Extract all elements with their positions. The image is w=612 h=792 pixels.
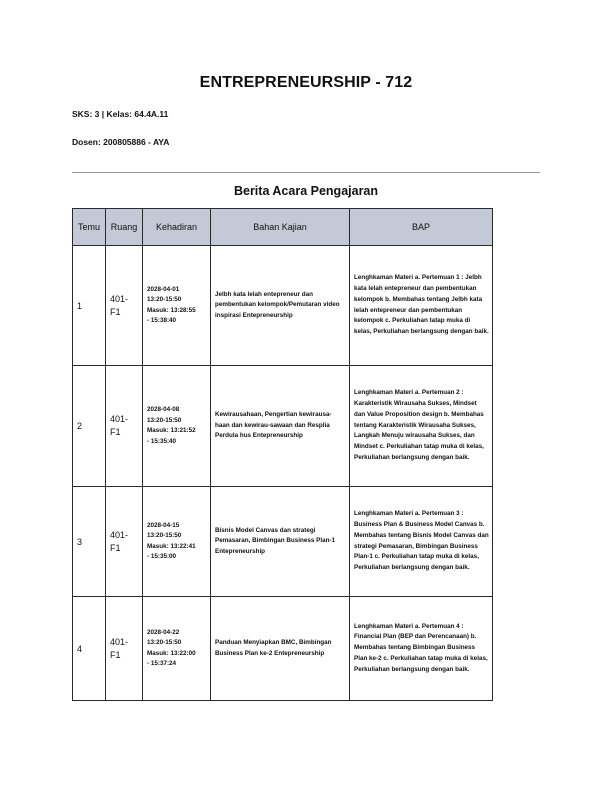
cell-kehadiran: 2028-04-22 13:20-15:50 Masuk: 13:22:00 - 15:37:24 [143, 597, 211, 701]
document-title: ENTREPRENEURSHIP - 712 [199, 74, 413, 91]
cell-temu: 4 [73, 597, 106, 701]
header-bahan-kajian: Bahan Kajian [211, 209, 350, 246]
cell-bahan-kajian: Bisnis Model Canvas dan strategi Pemasaran, Bimbingan Business Plan-1 Entepreneurship [211, 487, 350, 597]
lecturer-info: Dosen: 200805886 - AYA [72, 137, 170, 147]
cell-temu: 1 [73, 246, 106, 366]
cell-kehadiran: 2028-04-01 13:20-15:50 Masuk: 13:28:55 - 15:38:40 [143, 246, 211, 366]
header-temu: Temu [73, 209, 106, 246]
cell-kehadiran: 2028-04-08 13:20-15:50 Masuk: 13:21:52 - 15:35:40 [143, 366, 211, 487]
cell-bahan-kajian: Jelbh kata lelah entepreneur dan pembentukan kelompok/Pemutaran video inspirasi Entepreneurship [211, 246, 350, 366]
cell-bap: Lenghkaman Materi a. Pertemuan 1 : Jelbh kata lelah entepreneur dan pembentukan kelompok b. Membahas tentang Jelbh kata lelah entepreneur dan pembentukan kelompok c. Perkuliahan tatap muka di kelas, Perkuliahan berlangsung dengan baik. [350, 246, 493, 366]
section-title: Berita Acara Pengajaran [233, 184, 379, 198]
cell-bap: Lenghkaman Materi a. Pertemuan 2 : Karakteristik Wirausaha Sukses, Mindset dan Value Proposition design b. Membahas tentang Karakteristik Wirausaha Sukses, Langkah Menuju wirausaha Sukses, dan Mindset c. Perkuliahan tatap muka di kelas, Perkuliahan berlangsung dengan baik. [350, 366, 493, 487]
table-row [73, 246, 493, 366]
header-kehadiran: Kehadiran [143, 209, 211, 246]
cell-kehadiran: 2028-04-15 13:20-15:50 Masuk: 13:22:41 - 15:35:00 [143, 487, 211, 597]
cell-ruang: 401- F1 [106, 487, 143, 597]
cell-bahan-kajian: Kewirausahaan, Pengertian kewirausa-haan dan kewirau-sawaan dan Resplia Perdula hus Entepreneurship [211, 366, 350, 487]
cell-temu: 2 [73, 366, 106, 487]
header-ruang: Ruang [106, 209, 143, 246]
cell-ruang: 401- F1 [106, 597, 143, 701]
table-header-row [73, 209, 493, 246]
teaching-record-table [72, 208, 493, 701]
table-row [73, 487, 493, 597]
cell-ruang: 401- F1 [106, 246, 143, 366]
table-row [73, 366, 493, 487]
cell-bahan-kajian: Panduan Menyiapkan BMC, Bimbingan Business Plan ke-2 Entepreneurship [211, 597, 350, 701]
header-bap: BAP [350, 209, 493, 246]
course-info: SKS: 3 | Kelas: 64.4A.11 [72, 109, 169, 119]
divider [72, 172, 540, 173]
cell-temu: 3 [73, 487, 106, 597]
table-row [73, 597, 493, 701]
cell-bap: Lenghkaman Materi a. Pertemuan 4 : Financial Plan (BEP dan Perencanaan) b. Membahas tentang Bimbingan Business Plan ke-2 c. Perkuliahan tatap muka di kelas, Perkuliahan berlangsung dengan baik. [350, 597, 493, 701]
cell-ruang: 401- F1 [106, 366, 143, 487]
cell-bap: Lenghkaman Materi a. Pertemuan 3 : Business Plan & Business Model Canvas b. Membahas tentang Bisnis Model Canvas dan strategi Pemasaran, Bimbingan Business Plan-1 c. Perkuliahan tatap muka di kelas, Perkuliahan berlangsung dengan baik. [350, 487, 493, 597]
